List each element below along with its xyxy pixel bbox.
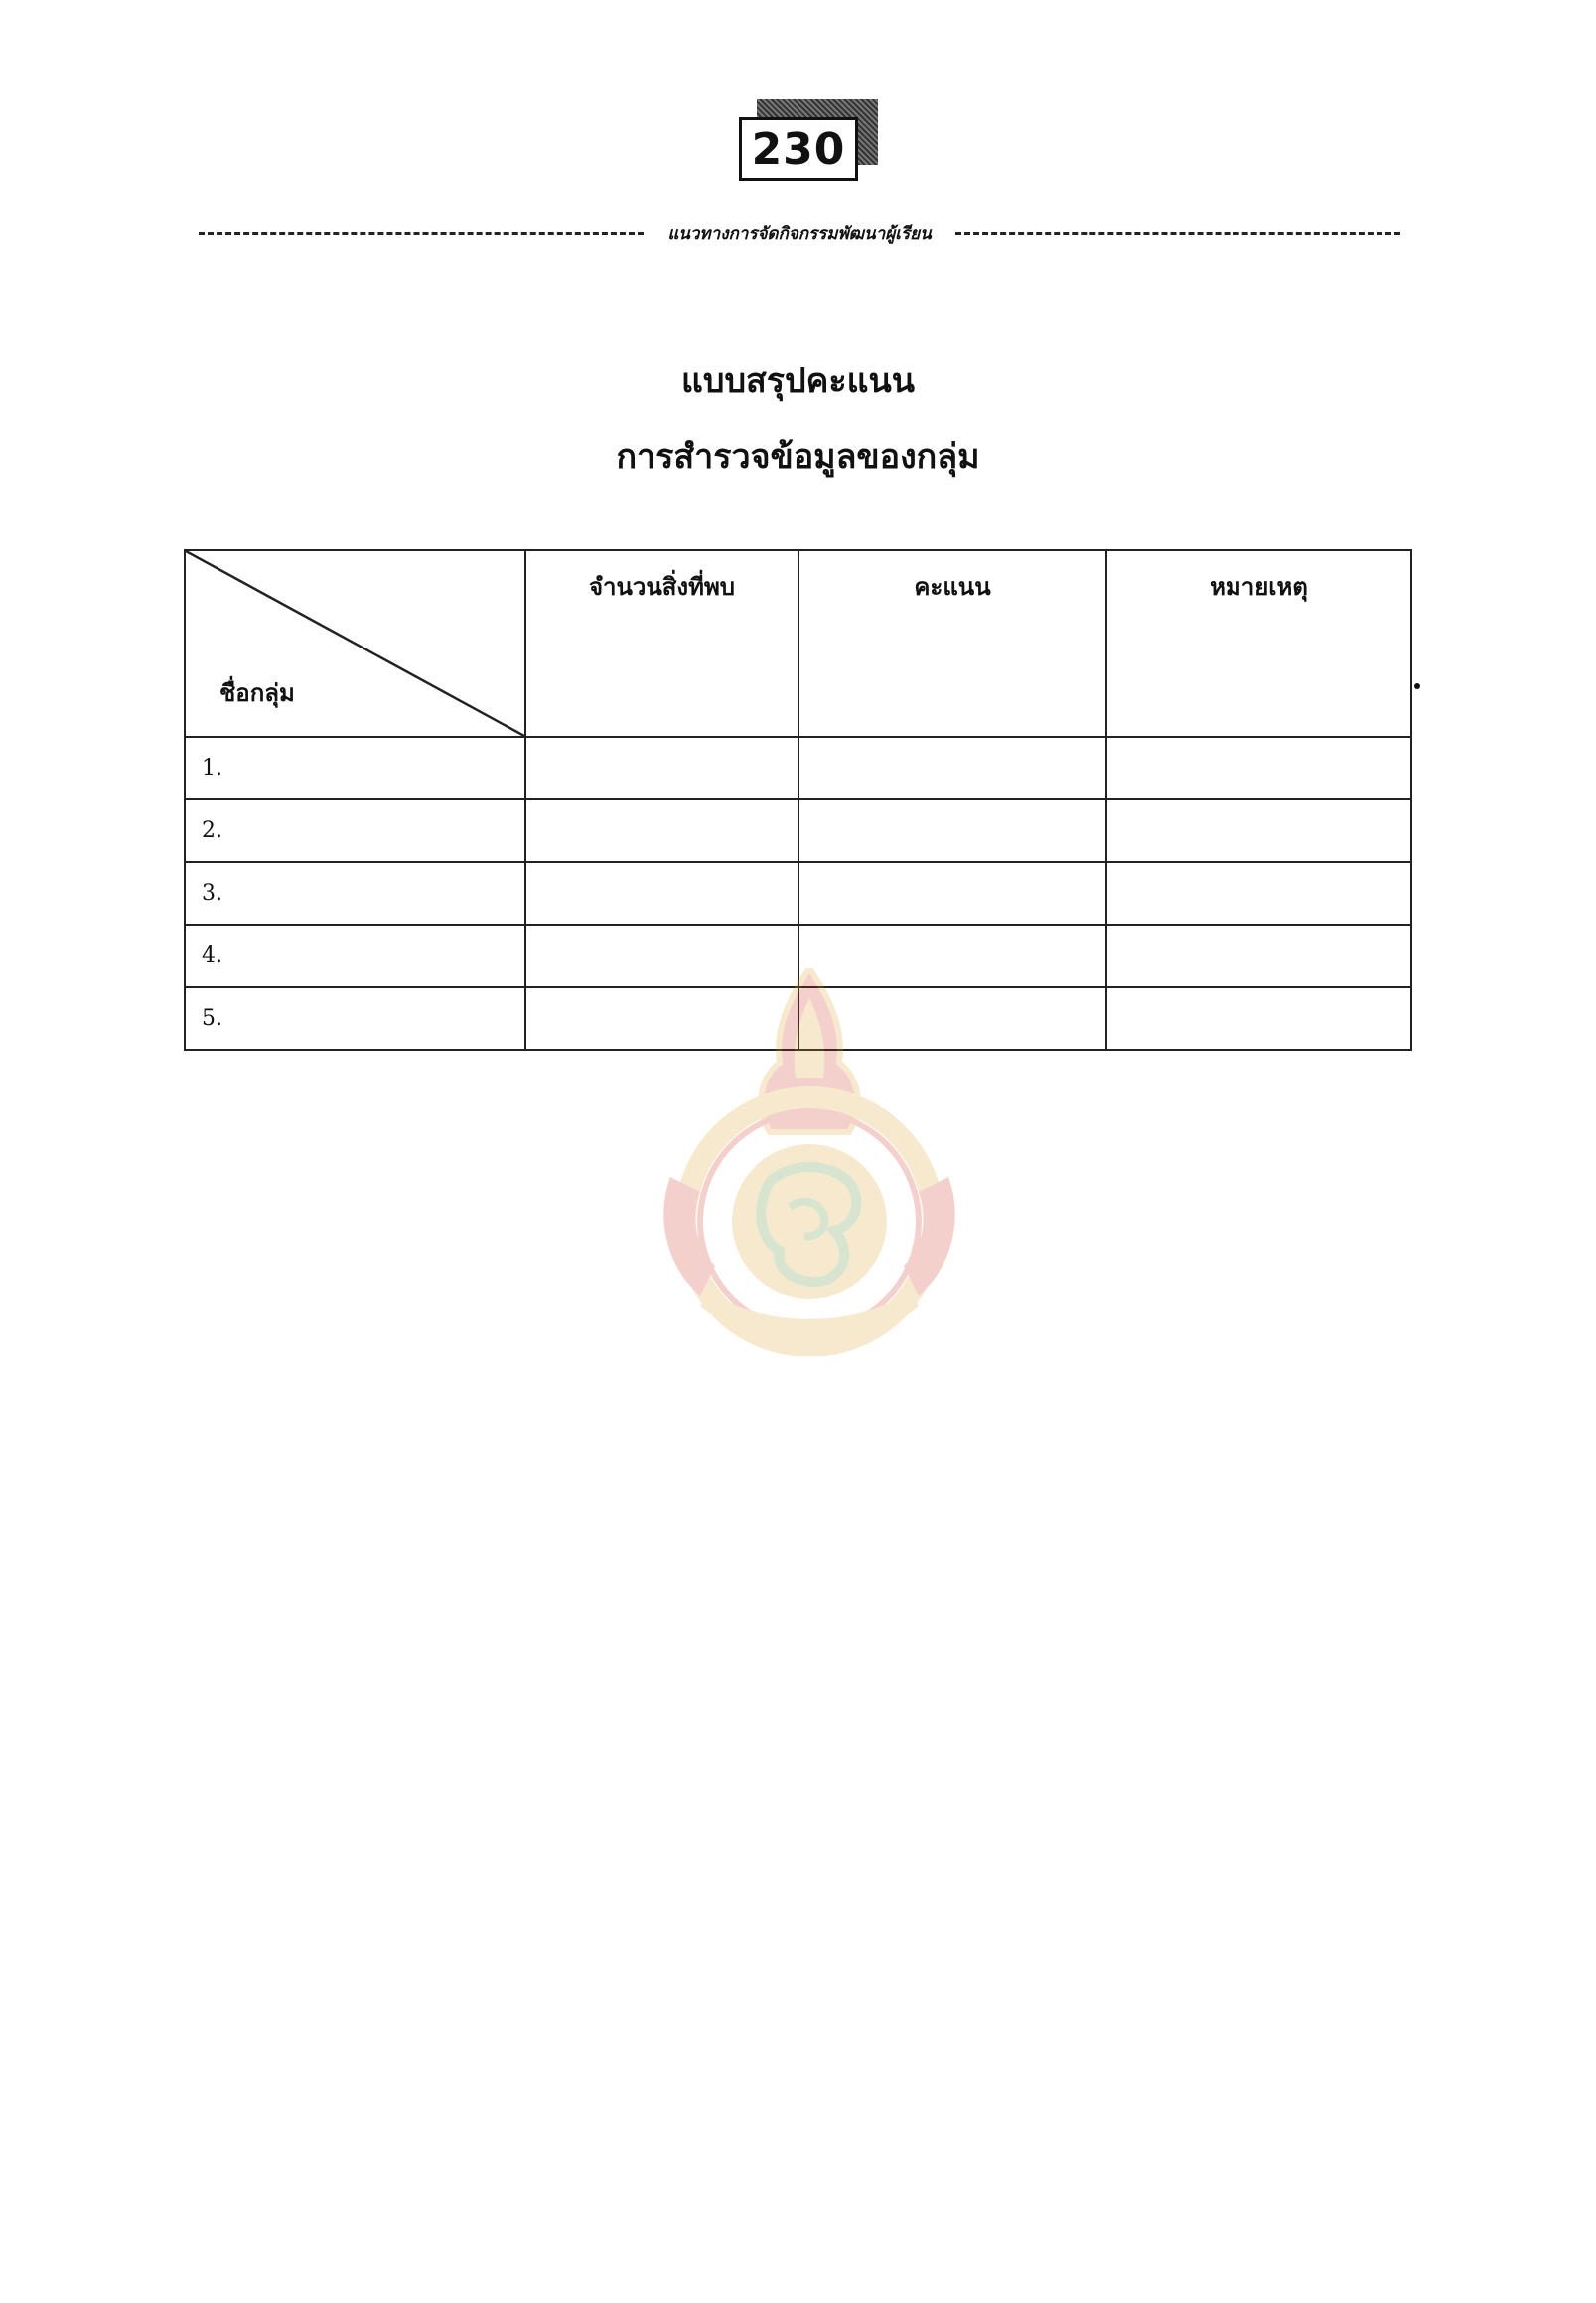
document-subtitle: การสำรวจข้อมูลของกลุ่ม bbox=[616, 437, 980, 477]
cell-score bbox=[798, 925, 1106, 987]
cell-remark bbox=[1106, 737, 1411, 799]
cell-found-count bbox=[525, 987, 798, 1050]
document-title: แบบสรุปคะแนน bbox=[680, 361, 916, 401]
cell-score bbox=[798, 862, 1106, 925]
cell-remark bbox=[1106, 925, 1411, 987]
corner-label: ชื่อกลุ่ม bbox=[219, 678, 295, 707]
running-header bbox=[199, 218, 1400, 248]
table-row bbox=[185, 862, 1411, 925]
cell-found-count bbox=[525, 862, 798, 925]
row-label: 1. bbox=[185, 737, 525, 799]
column-header-remark: หมายเหตุ bbox=[1106, 550, 1411, 737]
row-label: 4. bbox=[185, 925, 525, 987]
cell-found-count bbox=[525, 799, 798, 862]
score-table-wrap bbox=[184, 549, 1410, 1051]
row-label: 3. bbox=[185, 862, 525, 925]
cell-remark bbox=[1106, 799, 1411, 862]
header-rule-left bbox=[199, 232, 644, 235]
cell-found-count bbox=[525, 925, 798, 987]
table-header-row bbox=[185, 550, 1411, 737]
cell-score bbox=[798, 799, 1106, 862]
running-header-text: แนวทางการจัดกิจกรรมพัฒนาผู้เรียน bbox=[667, 223, 932, 244]
header-rule-right bbox=[955, 232, 1400, 235]
score-table bbox=[184, 549, 1412, 1051]
corner-header-cell bbox=[185, 550, 525, 737]
cell-found-count bbox=[525, 737, 798, 799]
row-label: 2. bbox=[185, 799, 525, 862]
table-row bbox=[185, 925, 1411, 987]
margin-dot bbox=[1414, 683, 1420, 689]
column-header-score: คะแนน bbox=[798, 550, 1106, 737]
cell-score bbox=[798, 737, 1106, 799]
table-row bbox=[185, 799, 1411, 862]
cell-remark bbox=[1106, 862, 1411, 925]
table-row bbox=[185, 737, 1411, 799]
cell-remark bbox=[1106, 987, 1411, 1050]
page-number: 230 bbox=[739, 117, 858, 181]
column-header-found-count: จำนวนสิ่งที่พบ bbox=[525, 550, 798, 737]
cell-score bbox=[798, 987, 1106, 1050]
row-label: 5. bbox=[185, 987, 525, 1050]
table-row bbox=[185, 987, 1411, 1050]
